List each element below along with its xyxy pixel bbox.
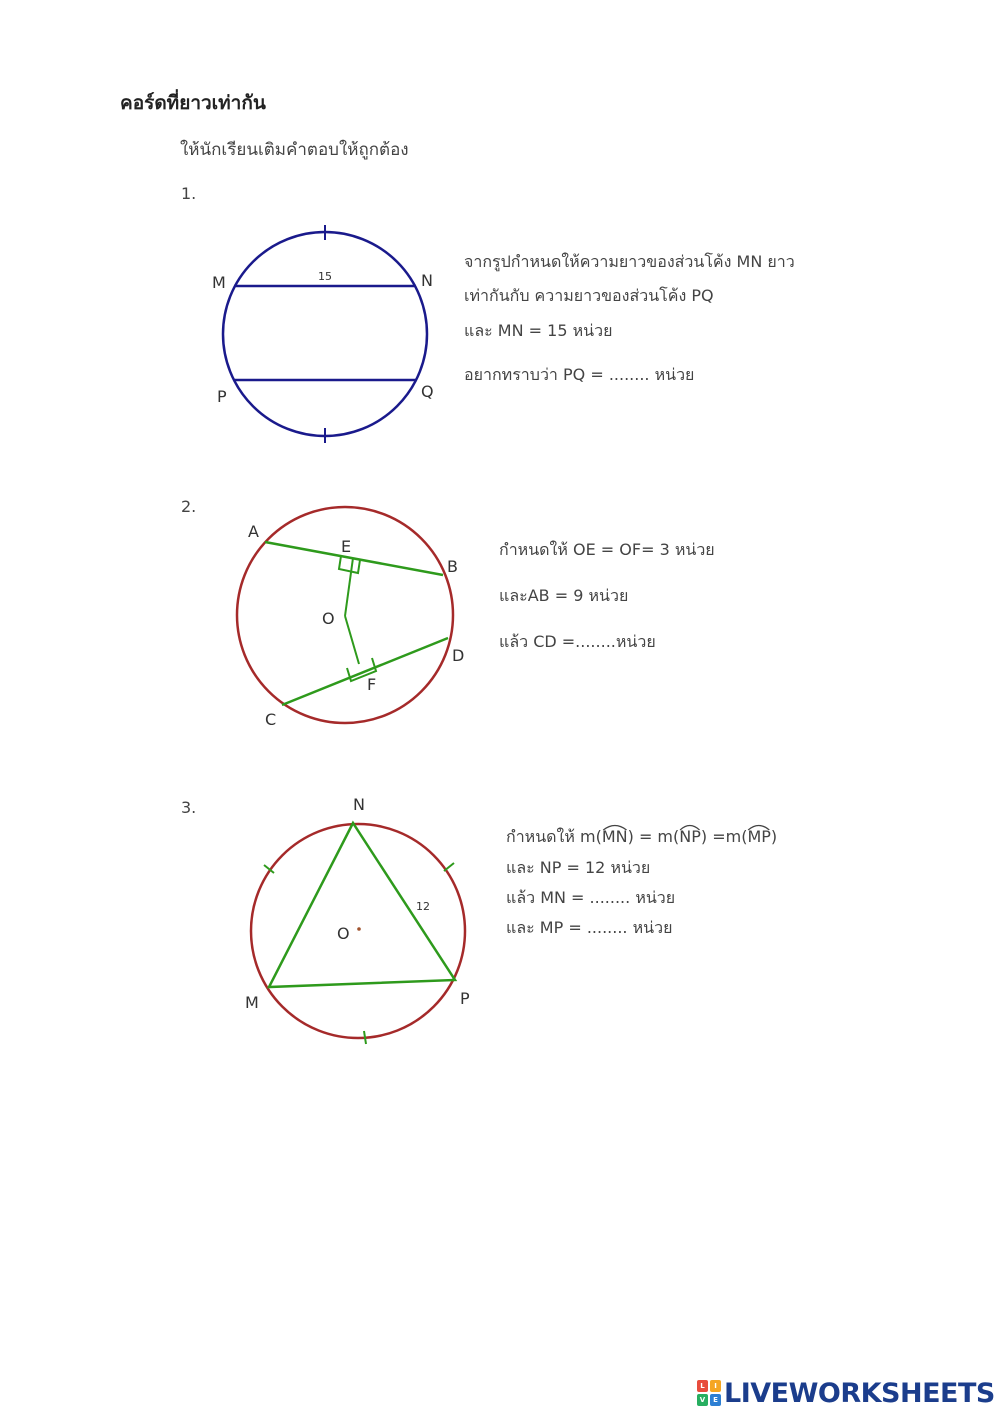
center-point-o <box>357 927 361 931</box>
chord-ab <box>265 542 443 575</box>
q1-line-4: อยากทราบว่า PQ = ........ หน่วย <box>464 365 695 384</box>
label-c: C <box>265 710 277 729</box>
label-p: P <box>217 387 227 406</box>
label-length-12: 12 <box>416 900 430 913</box>
q3-mid-2: ) =m( <box>700 827 748 846</box>
label-length-15: 15 <box>318 270 332 283</box>
q3-line-3: แล้ว MN = ........ หน่วย <box>506 888 676 907</box>
q1-line-3: และ MN = 15 หน่วย <box>464 321 613 340</box>
q1-line-2: เท่ากันกับ ความยาวของส่วนโค้ง PQ <box>464 286 714 305</box>
logo-text: LIVEWORKSHEETS <box>724 1377 995 1409</box>
question-1-diagram <box>200 220 450 450</box>
q1-line-1: จากรูปกำหนดให้ความยาวของส่วนโค้ง MN ยาว <box>464 252 795 271</box>
question-2-number: 2. <box>181 497 197 516</box>
logo-badge-icon: L I V E <box>697 1380 721 1406</box>
label-o: O <box>322 609 335 628</box>
label-f: F <box>367 675 377 694</box>
label-m: M <box>212 273 226 292</box>
segment-of <box>345 616 359 664</box>
chord-cd <box>282 638 448 705</box>
q3-mid-1: ) = m( <box>627 827 680 846</box>
q3-end: ) <box>770 827 778 846</box>
q3-line-2: และ NP = 12 หน่วย <box>506 858 651 877</box>
q3-line-1 <box>506 827 777 847</box>
arc-mp: MP <box>747 827 771 846</box>
circle-q1 <box>223 232 427 436</box>
instruction-text: ให้นักเรียนเติมคำตอบให้ถูกต้อง <box>180 140 409 160</box>
label-b: B <box>447 557 458 576</box>
question-3-number: 3. <box>181 798 197 817</box>
label-m: M <box>245 993 259 1012</box>
label-n: N <box>421 271 433 290</box>
label-d: D <box>452 646 465 665</box>
arc-mn: MN <box>601 827 628 846</box>
question-3-diagram <box>236 790 486 1050</box>
q2-line-2: และAB = 9 หน่วย <box>499 586 629 605</box>
question-1-number: 1. <box>181 184 197 203</box>
arc-np: NP <box>679 827 701 846</box>
q3-given-prefix: กำหนดให้ m( <box>506 827 602 846</box>
segment-oe <box>345 558 353 616</box>
label-o: O <box>337 924 350 943</box>
q3-line-4: และ MP = ........ หน่วย <box>506 918 673 937</box>
tick-mark-bottom <box>364 1031 366 1044</box>
label-a: A <box>248 522 259 541</box>
label-e: E <box>341 537 352 556</box>
page-title: คอร์ดที่ยาวเท่ากัน <box>120 92 266 114</box>
q2-line-3: แล้ว CD =........หน่วย <box>499 632 656 651</box>
label-p: P <box>460 989 470 1008</box>
label-q: Q <box>421 382 434 401</box>
q2-line-1: กำหนดให้ OE = OF= 3 หน่วย <box>499 540 715 559</box>
circle-q3 <box>251 824 465 1038</box>
question-2-diagram <box>230 500 470 740</box>
liveworksheets-logo <box>697 1376 995 1410</box>
tick-mark-right <box>444 863 454 871</box>
label-n: N <box>353 795 365 814</box>
